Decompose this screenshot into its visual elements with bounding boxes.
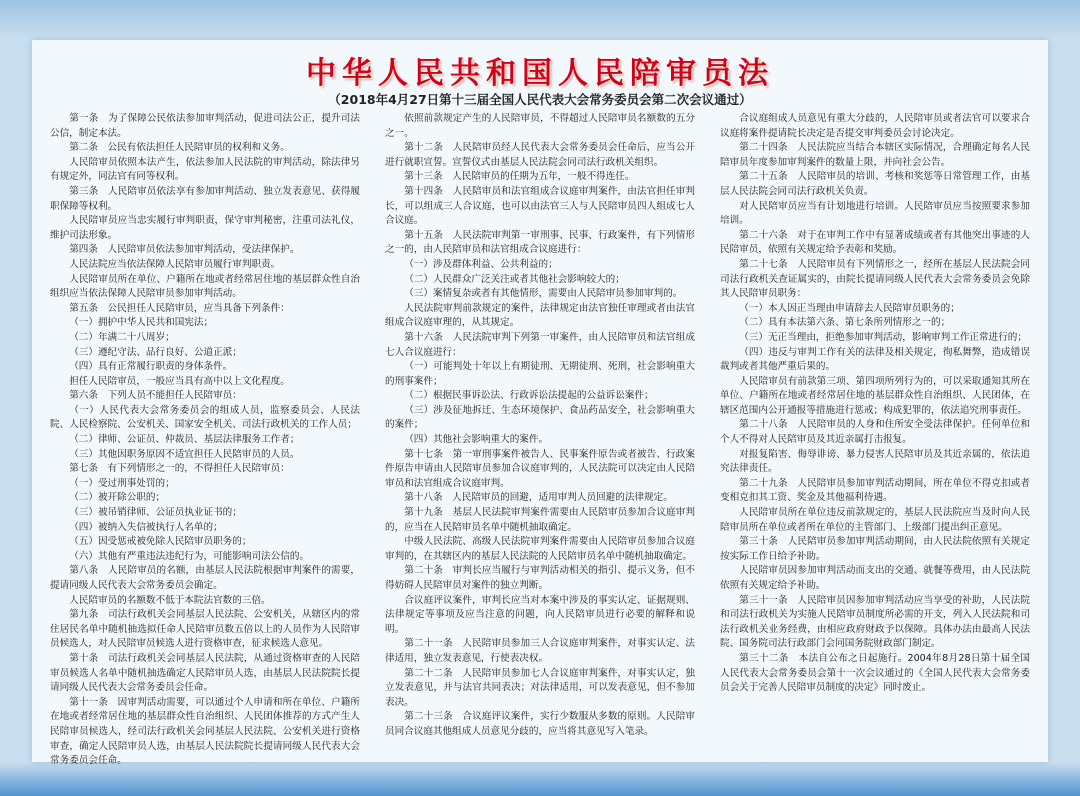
paragraph: 第十三条 人民陪审员的任期为五年，一般不得连任。 [404, 171, 635, 183]
paragraph: （一）拥护中华人民共和国宪法； [69, 317, 214, 329]
paragraph: 第二十三条 合议庭评议案件，实行少数服从多数的原则。人民陪审员同合议庭其他组成人员意见分歧的，应当将其意见写入笔录。 [385, 711, 695, 737]
paragraph: （四）其他社会影响重大的案件。 [404, 434, 549, 446]
text-columns [50, 112, 1030, 767]
paragraph: 人民陪审员因参加审判活动而支出的交通、就餐等费用，由人民法院依照有关规定给予补助。 [720, 565, 1030, 591]
paragraph: 对人民陪审员应当有计划地进行培训。人民陪审员应当按照要求参加培训。 [720, 200, 1030, 227]
paragraph: 担任人民陪审员，一般应当具有高中以上文化程度。 [69, 375, 290, 387]
paragraph: 第二十八条 人民陪审员的人身和住所安全受法律保护。任何单位和个人不得对人民陪审员及其近亲属打击报复。 [720, 419, 1030, 446]
paragraph: 人民陪审员应当忠实履行审判职责，保守审判秘密，注重司法礼仪，维护司法形象。 [50, 215, 360, 241]
paragraph: 合议庭组成人员意见有重大分歧的，人民陪审员或者法官可以要求合议庭将案件提请院长决定是否提交审判委员会讨论决定。 [720, 113, 1030, 139]
paragraph: 第十八条 人民陪审员的回避，适用审判人员回避的法律规定。 [404, 492, 673, 504]
paragraph: （一）涉及群体利益、公共利益的； [404, 258, 558, 270]
paragraph: 中级人民法院、高级人民法院审判案件需要由人民陪审员参加合议庭审判的，在其辖区内的基层人民法院的人民陪审员名单中随机抽取确定。 [385, 536, 695, 562]
paragraph: 第九条 司法行政机关会同基层人民法院、公安机关，从辖区内的常住居民名单中随机抽选拟任命人民陪审员数五倍以上的人员作为人民陪审员候选人，对人民陪审员候选人进行资格审查，征求候选人意见。 [50, 609, 360, 650]
paragraph: 第二十五条 人民陪审员的培训、考核和奖惩等日常管理工作，由基层人民法院会同司法行政机关负责。 [720, 171, 1030, 197]
paragraph: （一）可能判处十年以上有期徒刑、无期徒刑、死刑，社会影响重大的刑事案件； [385, 361, 695, 387]
paragraph: 人民陪审员有前款第三项、第四项所列行为的，可以采取通知其所在单位、户籍所在地或者经常居住地的基层群众性自治组织、人民团体，在辖区范围内公开通报等措施进行惩戒；构成犯罪的，依法追究刑事责任。 [720, 375, 1030, 416]
paragraph: 第三十二条 本法自公布之日起施行。2004年8月28日第十届全国人民代表大会常务委员会第十一次会议通过的《全国人民代表大会常务委员会关于完善人民陪审员制度的决定》同时废止。 [720, 652, 1030, 694]
paragraph: 第三十一条 人民陪审员因参加审判活动应当享受的补助，人民法院和司法行政机关为实施人民陪审员制度所必需的开支，列入人民法院和司法行政机关业务经费，由相应政府财政予以保障。具体办法由最高人民法院、国务院司法行政部门会同国务院财政部门制定。 [720, 594, 1030, 650]
paragraph: （三）遵纪守法、品行良好、公道正派； [69, 346, 242, 358]
paragraph: 第二十一条 人民陪审员参加三人合议庭审判案件，对事实认定、法律适用，独立发表意见，行使表决权。 [385, 638, 695, 664]
top-decorative-band [0, 0, 1080, 40]
paragraph: 第二十条 审判长应当履行与审判活动相关的指引、提示义务，但不得妨碍人民陪审员对案件的独立判断。 [385, 565, 695, 591]
paragraph: 第三十条 人民陪审员参加审判活动期间，由人民法院依照有关规定按实际工作日给予补助。 [720, 536, 1030, 562]
paragraph: （二）具有本法第六条、第七条所列情形之一的； [739, 317, 951, 329]
paragraph: 第十二条 人民陪审员经人民代表大会常务委员会任命后，应当公开进行就职宣誓。宣誓仪式由基层人民法院会同司法行政机关组织。 [385, 142, 695, 168]
paragraph: 第一条 为了保障公民依法参加审判活动，促进司法公正，提升司法公信，制定本法。 [50, 113, 360, 139]
paragraph: （五）因受惩戒被免除人民陪审员职务的； [69, 536, 252, 548]
paragraph: 对报复陷害、侮辱诽谤、暴力侵害人民陪审员及其近亲属的，依法追究法律责任。 [720, 448, 1030, 475]
paragraph: 第二十四条 人民法院应当结合本辖区实际情况，合理确定每名人民陪审员年度参加审判案件的数量上限，并向社会公告。 [720, 142, 1030, 168]
paragraph: 第十条 司法行政机关会同基层人民法院，从通过资格审查的人民陪审员候选人名单中随机抽选确定人民陪审员人选，由基层人民法院院长提请同级人民代表大会常务委员会任命。 [50, 652, 360, 694]
paragraph: 第七条 有下列情形之一的，不得担任人民陪审员： [69, 463, 290, 475]
paragraph: 第五条 公民担任人民陪审员，应当具备下列条件： [69, 302, 290, 314]
paragraph: 第十四条 人民陪审员和法官组成合议庭审判案件，由法官担任审判长，可以组成三人合议庭，也可以由法官三人与人民陪审员四人组成七人合议庭。 [385, 185, 695, 227]
paragraph: （三）被吊销律师、公证员执业证书的； [69, 507, 242, 519]
paragraph: 人民陪审员所在单位违反前款规定的，基层人民法院应当及时向人民陪审员所在单位或者所在单位的主管部门、上级部门提出纠正意见。 [720, 507, 1030, 533]
paragraph: 第二十七条 人民陪审员有下列情形之一，经所在基层人民法院会同司法行政机关查证属实的，由院长提请同级人民代表大会常务委员会免除其人民陪审员职务： [720, 258, 1030, 300]
paragraph: （一）受过刑事处罚的； [69, 477, 175, 489]
paragraph: （三）其他因职务原因不适宜担任人民陪审员的人员。 [69, 448, 300, 460]
paragraph: （六）其他有严重违法违纪行为，可能影响司法公信的。 [69, 550, 310, 562]
paragraph: （四）被纳入失信被执行人名单的； [69, 521, 223, 533]
paragraph: （二）被开除公职的； [69, 492, 166, 504]
text-column-middle [385, 112, 695, 757]
paragraph: 第十七条 第一审刑事案件被告人、民事案件原告或者被告、行政案件原告申请由人民陪审员参加合议庭审判的，人民法院可以决定由人民陪审员和法官组成合议庭审判。 [385, 448, 695, 489]
paragraph: （一）本人因正当理由申请辞去人民陪审员职务的； [739, 302, 960, 314]
paragraph: 第十一条 因审判活动需要，可以通过个人申请和所在单位、户籍所在地或者经常居住地的基层群众性自治组织、人民团体推荐的方式产生人民陪审员候选人，经司法行政机关会同基层人民法院、公安机关进行资格审查，确定人民陪审员人选，由基层人民法院院长提请同级人民代表大会常务委员会任命。 [50, 696, 360, 767]
text-column-left [50, 112, 360, 767]
paragraph: 人民陪审员所在单位、户籍所在地或者经常居住地的基层群众性自治组织应当依法保障人民陪审员参加审判活动。 [50, 273, 360, 300]
text-column-right [720, 112, 1030, 757]
paragraph: 合议庭评议案件，审判长应当对本案中涉及的事实认定、证据规则、法律规定等事项及应当注意的问题，向人民陪审员进行必要的解释和说明。 [385, 594, 695, 635]
paragraph: （三）案情复杂或者有其他情形，需要由人民陪审员参加审判的。 [404, 288, 683, 300]
paragraph: 第十五条 人民法院审判第一审刑事、民事、行政案件，有下列情形之一的，由人民陪审员和法官组成合议庭进行： [385, 229, 695, 256]
paragraph: 第四条 人民陪审员依法参加审判活动，受法律保护。 [69, 244, 300, 256]
paragraph: 第六条 下列人员不能担任人民陪审员： [69, 390, 242, 402]
paragraph: 第二十九条 人民陪审员参加审判活动期间，所在单位不得克扣或者变相克扣其工资、奖金及其他福利待遇。 [720, 477, 1030, 504]
document-title: 中华人民共和国人民陪审员法 [306, 56, 774, 91]
paragraph: （四）违反与审判工作有关的法律及相关规定，徇私舞弊，造成错误裁判或者其他严重后果的。 [720, 346, 1030, 373]
paragraph: 第十九条 基层人民法院审判案件需要由人民陪审员参加合议庭审判的，应当在人民陪审员名单中随机抽取确定。 [385, 507, 695, 533]
paragraph: 第八条 人民陪审员的名额，由基层人民法院根据审判案件的需要，提请同级人民代表大会常务委员会确定。 [50, 565, 360, 591]
paragraph: 第十六条 人民法院审判下列第一审案件，由人民陪审员和法官组成七人合议庭进行： [385, 331, 695, 358]
paragraph: （三）涉及征地拆迁、生态环境保护、食品药品安全，社会影响重大的案件； [385, 404, 695, 431]
paragraph: 人民陪审员的名额数不低于本院法官数的三倍。 [69, 594, 271, 606]
paragraph: （二）人民群众广泛关注或者其他社会影响较大的； [404, 273, 625, 285]
paragraph: 人民法院审判前款规定的案件，法律规定由法官独任审理或者由法官组成合议庭审理的，从其规定。 [385, 302, 695, 329]
document-subtitle: （2018年4月27日第十三届全国人民代表大会常务委员会第二次会议通过） [328, 92, 752, 107]
paragraph: 第三条 人民陪审员依法享有参加审判活动、独立发表意见、获得履职保障等权利。 [50, 185, 360, 212]
paragraph: （四）具有正常履行职责的身体条件。 [69, 361, 233, 373]
document-panel [32, 40, 1048, 767]
paragraph: 人民陪审员依照本法产生，依法参加人民法院的审判活动，除法律另有规定外，同法官有同等权利。 [50, 156, 360, 183]
paragraph: （三）无正当理由，拒绝参加审判活动，影响审判工作正常进行的； [739, 331, 1027, 343]
paragraph: （二）根据民事诉讼法、行政诉讼法提起的公益诉讼案件； [404, 390, 654, 402]
paragraph: （二）年满二十八周岁； [69, 331, 175, 343]
paragraph: 依照前款规定产生的人民陪审员，不得超过人民陪审员名额数的五分之一。 [385, 113, 695, 139]
paragraph: 第二十二条 人民陪审员参加七人合议庭审判案件，对事实认定，独立发表意见，并与法官共同表决；对法律适用，可以发表意见，但不参加表决。 [385, 667, 695, 708]
paragraph: （一）人民代表大会常务委员会的组成人员，监察委员会、人民法院、人民检察院、公安机关、国家安全机关、司法行政机关的工作人员； [50, 404, 360, 431]
paragraph: 第二十六条 对于在审判工作中有显著成绩或者有其他突出事迹的人民陪审员，依照有关规定给予表彰和奖励。 [720, 229, 1030, 256]
paragraph: 人民法院应当依法保障人民陪审员履行审判职责。 [69, 258, 281, 270]
paragraph: 第二条 公民有依法担任人民陪审员的权利和义务。 [69, 142, 290, 154]
paragraph: （二）律师、公证员、仲裁员、基层法律服务工作者； [69, 434, 300, 446]
